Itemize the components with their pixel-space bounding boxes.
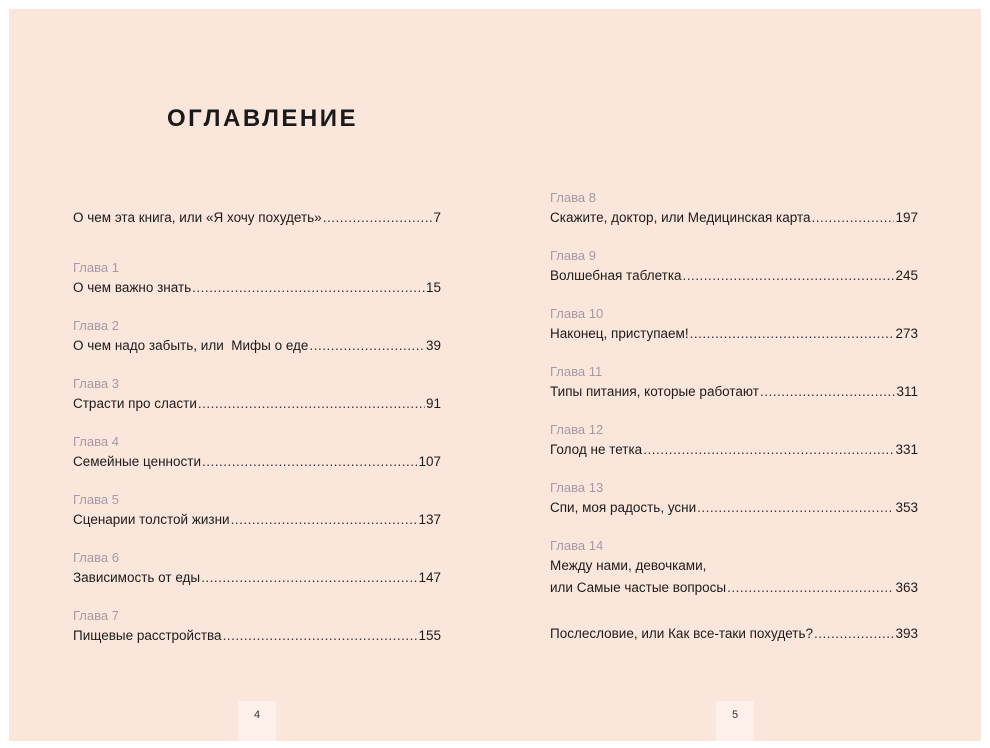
entry-page: 15	[425, 280, 441, 295]
page-number-left: 4	[238, 701, 276, 741]
entry-page: 147	[418, 570, 441, 585]
page-number-right: 5	[716, 701, 754, 741]
toc-entry-chapter-8[interactable]	[550, 189, 918, 247]
entry-title-line-2: или Самые частые вопросы	[550, 580, 727, 595]
entry-page: 273	[895, 326, 918, 341]
chapter-label: Глава 5	[73, 492, 119, 507]
entry-page: 393	[895, 626, 918, 641]
dot-leader	[643, 439, 894, 461]
entry-title: Спи, моя радость, усни	[550, 500, 697, 515]
toc-entry-chapter-14[interactable]	[550, 537, 918, 619]
entry-title: О чем надо забыть, или Мифы о еде	[73, 338, 309, 353]
entry-page: 137	[418, 512, 441, 527]
entry-title: Типы питания, которые работают	[550, 384, 759, 399]
chapter-label: Глава 9	[550, 248, 596, 263]
toc-entry-chapter-13[interactable]	[550, 479, 918, 537]
chapter-label: Глава 4	[73, 434, 119, 449]
entry-page: 331	[895, 442, 918, 457]
entry-title: Голод не тетка	[550, 442, 643, 457]
chapter-label: Глава 6	[73, 550, 119, 565]
entry-title: О чем важно знать	[73, 280, 192, 295]
entry-page: 39	[425, 338, 441, 353]
chapter-label: Глава 12	[550, 422, 604, 437]
toc-title: ОГЛАВЛЕНИЕ	[167, 105, 359, 132]
entry-page: 197	[895, 210, 918, 225]
toc-entry-chapter-3[interactable]	[73, 375, 441, 433]
entry-page: 353	[895, 500, 918, 515]
dot-leader	[223, 625, 418, 647]
chapter-label: Глава 14	[550, 538, 604, 553]
book-spread	[9, 9, 981, 741]
dot-leader	[697, 497, 894, 519]
chapter-label: Глава 11	[550, 364, 603, 379]
dot-leader	[202, 451, 417, 473]
toc-entry-chapter-12[interactable]	[550, 421, 918, 479]
toc-entry-afterword[interactable]	[550, 619, 918, 681]
dot-leader	[814, 623, 894, 645]
dot-leader	[683, 265, 895, 287]
chapter-label: Глава 1	[73, 260, 119, 275]
entry-page: 155	[418, 628, 441, 643]
toc-entry-chapter-10[interactable]	[550, 305, 918, 363]
chapter-label: Глава 10	[550, 306, 604, 321]
chapter-label: Глава 2	[73, 318, 119, 333]
entry-title: Семейные ценности	[73, 454, 201, 469]
entry-title: Пищевые расстройства	[73, 628, 222, 643]
dot-leader	[323, 207, 433, 229]
entry-page: 107	[418, 454, 441, 469]
entry-title: Наконец, приступаем!	[550, 326, 689, 341]
dot-leader	[231, 509, 418, 531]
toc-right-column	[550, 189, 918, 681]
entry-title: Страсти про сласти	[73, 396, 197, 411]
toc-entry-chapter-11[interactable]	[550, 363, 918, 421]
toc-entry-intro[interactable]	[73, 207, 441, 259]
entry-title-line-1: Между нами, девочками,	[550, 558, 707, 573]
entry-title: Сценарии толстой жизни	[73, 512, 230, 527]
chapter-label: Глава 3	[73, 376, 119, 391]
entry-title: Зависимость от еды	[73, 570, 201, 585]
entry-title: Скажите, доктор, или Медицинская карта	[550, 210, 811, 225]
entry-title: Послесловие, или Как все-таки похудеть?	[550, 626, 813, 641]
chapter-label: Глава 7	[73, 608, 119, 623]
entry-page: 7	[433, 210, 441, 225]
toc-entry-chapter-6[interactable]	[73, 549, 441, 607]
dot-leader	[192, 277, 425, 299]
dot-leader	[198, 393, 425, 415]
dot-leader	[812, 207, 895, 229]
toc-left-column	[73, 207, 441, 665]
toc-entry-chapter-1[interactable]	[73, 259, 441, 317]
entry-page: 245	[895, 268, 918, 283]
toc-entry-chapter-7[interactable]	[73, 607, 441, 665]
toc-entry-chapter-2[interactable]	[73, 317, 441, 375]
dot-leader	[201, 567, 417, 589]
entry-page: 311	[896, 384, 918, 399]
chapter-label: Глава 13	[550, 480, 604, 495]
chapter-label: Глава 8	[550, 190, 596, 205]
dot-leader	[727, 577, 894, 599]
entry-page: 363	[895, 580, 918, 595]
toc-entry-chapter-5[interactable]	[73, 491, 441, 549]
toc-entry-chapter-4[interactable]	[73, 433, 441, 491]
entry-title: О чем эта книга, или «Я хочу похудеть»	[73, 210, 322, 225]
entry-title: Волшебная таблетка	[550, 268, 682, 283]
dot-leader	[760, 381, 896, 403]
entry-page: 91	[425, 396, 441, 411]
toc-entry-chapter-9[interactable]	[550, 247, 918, 305]
dot-leader	[309, 335, 425, 357]
dot-leader	[690, 323, 895, 345]
